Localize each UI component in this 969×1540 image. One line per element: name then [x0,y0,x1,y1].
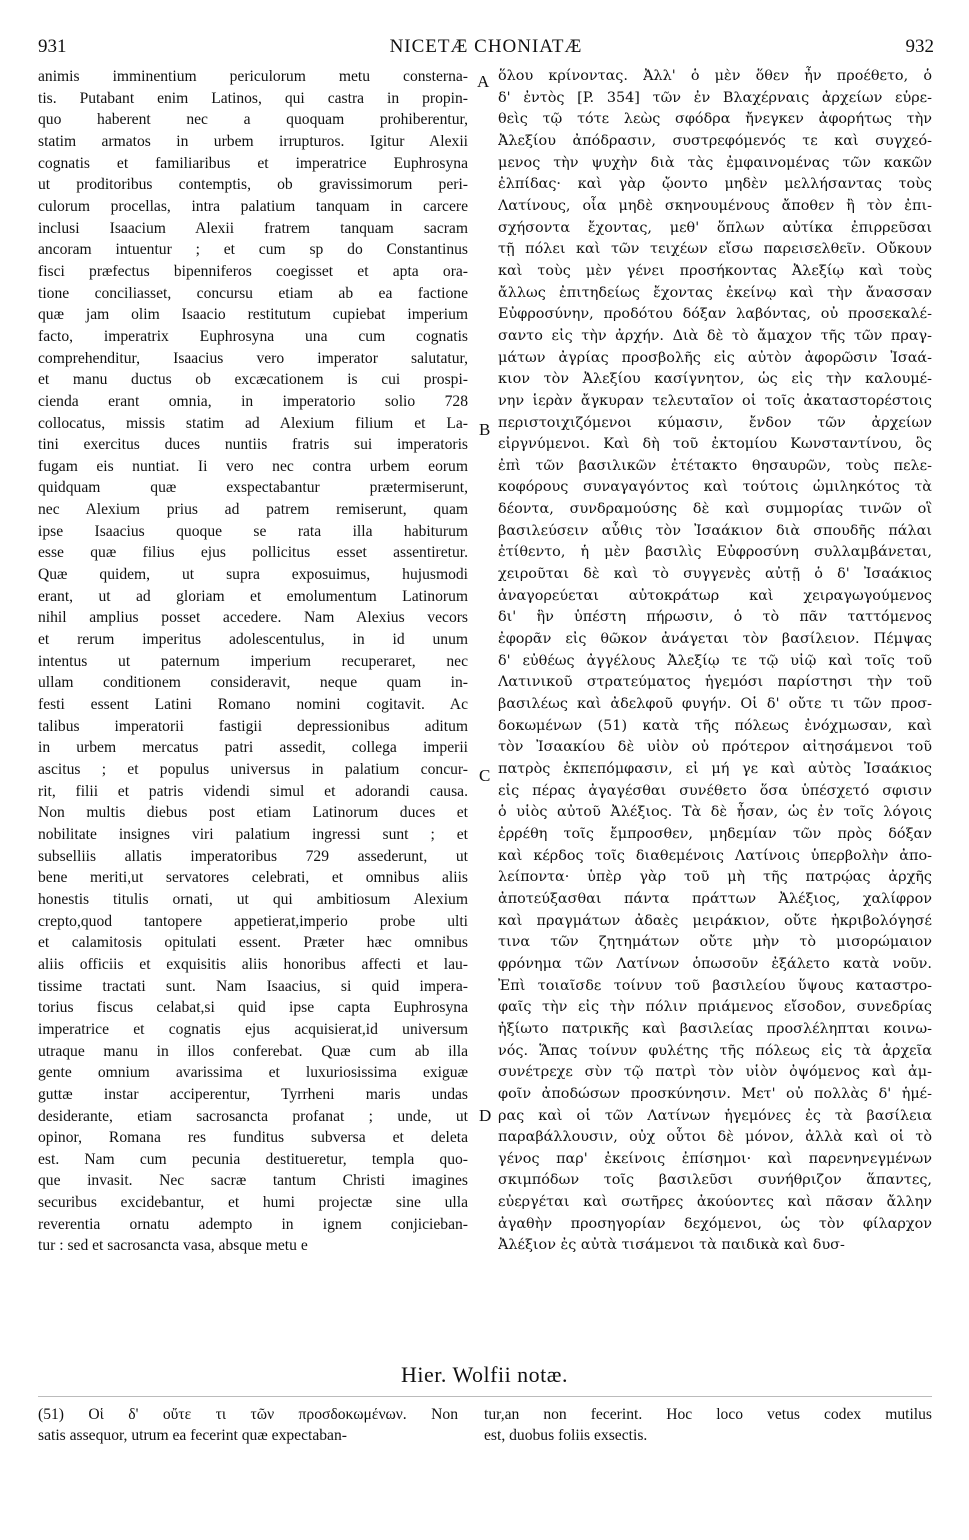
latin-text-line: quæ jam olim Isaacio restitutum cupiebat imperium [38,306,468,324]
page-number-left: 931 [38,36,67,57]
latin-text-line: desiderante, etiam sacrosancta profanat ; unde, ut [38,1107,468,1125]
latin-text-line: erant, ut ad gloriam et emolumentum Latinorum [38,587,468,605]
latin-text-line: tione conciliasset, concursu etiam ab ea factione [38,284,468,302]
greek-text-line: νην ἱερὰν ἄγκυραν τελευταῖον οἱ τοῖς ἀκαταστορέστοις [498,392,932,409]
greek-text-line: φρόνημα τῶν Λατίνων ὁπωσοῦν ἐξάλετο κατὰ νοῦν. [498,955,932,972]
greek-text-line: δ' ἐντὸς [P. 354] τῶν ἐν Βλαχέρναις ἀρχείων εὑρε- [498,89,932,106]
greek-text-line: καὶ πραγμάτων ἀδαὲς μειράκιον, οὔτε ἠκριβολόγησέ [498,912,932,929]
greek-text-line: φοῖν ἀποδώσων προσκύνησιν. Μετ' οὐ πολλὰς δ' ἡμέ- [498,1085,932,1102]
latin-text-line: festi essent Latini Romano nomini cogitavit. Ac [38,696,468,714]
latin-text-line: in urbem mercatus patri assedit, collega imperii [38,739,468,757]
latin-text-line: cognatis et familiaribus et imperatrice Euphrosyna [38,154,468,172]
greek-text-line: ἄλλως ἐπιτηδείως ἔχοντας ἐκείνῳ καὶ τὴν ἄνασσαν [498,284,932,301]
greek-column [498,66,932,1257]
latin-text-line: et calamitosis opitulati essent. Præter hæc omnibus [38,934,468,952]
greek-text-line: σχήσοντα ἔχοντας, μεθ' ὅπλων αὐτίκα ἐπιρρεῦσαι [498,219,932,236]
margin-marker-c: C [479,766,491,785]
greek-text-line: Ἀλεξίου ἀπόδρασιν, συστρεφόμενός τε καὶ συγχεό- [498,132,932,149]
greek-text-line: τινα τῶν ζητημάτων οὔτε μὴν τὸ μισορώμαιον [498,934,932,951]
running-title: NICETÆ CHONIATÆ [389,36,583,57]
greek-text-line: τῇ πόλει καὶ τῶν τειχέων εἴσω παρεισελθεῖν. Οὔκουν [498,241,932,258]
latin-text-line: bene meriti,ut servatores celebrati, et omnibus aliis [38,869,468,887]
latin-text-line: torius fiscus celabat,si quid ipse capta Euphrosyna [38,999,468,1017]
greek-text-line: Ἀλέξιον ἐς αὐτὰ τισάμενοι τὰ παιδικὰ καὶ δυσ- [498,1237,845,1254]
greek-text-line: εἰργνύμενοι. Καὶ δὴ τοῦ ἐκτομίου Κωνσταντίνου, ὃς [498,436,932,453]
greek-text-line: καὶ τοὺς μὲν γένει προσήκοντας Ἀλεξίῳ καὶ τοὺς [498,262,932,279]
greek-text-line: πατρὸς ἐκπεπόμφασιν, εἰ μή γε καὶ αὐτὸς Ἰσαάκιος [498,761,932,777]
latin-text-line: utraque manu in illos conferebat. Quæ cum ab illa [38,1042,468,1060]
latin-text-line: rit, filii et patris videndi simul et adorandi causa. [38,782,468,800]
greek-text-line: παραβάλλουσιν, οὐχ οὗτοι δὲ μόνον, ἀλλὰ καὶ οἱ τὸ [498,1129,932,1146]
greek-text-line: μενος τὴν ψυχὴν διὰ τὰς ἐμφαινομένας τῶν κακῶν [498,154,932,171]
latin-text-line: tis. Putabant enim Latinos, qui castra in propin- [38,89,468,107]
latin-text-line: animis imminentium periculorum metu consterna- [38,68,468,85]
greek-text-line: σκιμπόδων τοῖς βασιλεῦσι συνήθριζον ἅπαντες, [498,1172,932,1189]
notes-left-column [38,1404,458,1446]
latin-text-line: comprehenditur, Isaacius vero imperator salutatur, [38,349,468,367]
greek-text-line: ὁ υἱὸς αὐτοῦ Ἀλέξιος. Τὰ δὲ ἦσαν, ὡς ἐν τοῖς λόγοις [498,804,932,821]
greek-text-line: χειροῦται δὲ καὶ τὸ συγγενὲς αὐτῇ ὁ δ' Ἰσαάκιος [498,566,932,583]
latin-text-line: crepto,quod tantopere appetierat,imperio probe ulti [38,912,468,930]
greek-text-line: κιον τὸν Ἀλεξίου κασίγνητον, ὡς εἰς τὴν καλουμέ- [498,371,932,388]
greek-text-line: δοκωμένων (51) κατὰ τῆς πόλεως ἐνόχμωσαν, καὶ [498,717,932,734]
margin-marker-d: D [479,1106,492,1125]
latin-text-line: esse quæ filius ejus pollicitus esset assentiretur. [38,544,468,562]
latin-text-line: intentus ut paternum imperium recuperaret, nec [38,652,468,670]
greek-text-line: εἰς πέρας ἀγαγέσθαι συνέθετο ὅσα ὑπέσχετό σφισιν [498,782,932,799]
greek-text-line: φαῖς τὴν εἰς τὴν πόλιν πριάμενος εἴσοδον, συνεδρίας [498,999,932,1016]
latin-text-line: quidquam quæ exspectabantur prætermiserunt, [38,479,468,497]
margin-marker-b: B [479,420,491,439]
latin-text-line: ullam conditionem consideravit, neque quam in- [38,674,468,692]
latin-text-line: et manu ductus ob excæcationem is cui prospi- [38,371,468,389]
latin-text-line: talibus imperatorii fastigii depressionibus aditum [38,717,468,735]
latin-text-line: securibus excidebantur, et humi projectæ sine ulla [38,1194,468,1212]
greek-text-line: νός. Ἅπας τοίνυν φυλέτης τῆς πόλεως εἰς τὰ ἀρχεῖα [498,1042,932,1059]
latin-text-line: nec Alexium prius ad patrem remiserunt, quam [38,501,468,519]
latin-text-line: Non multis diebus post etiam Latinorum duces et [38,804,468,822]
greek-text-line: Λατινικοῦ στρατεύματος ἡγεμόσι παρίστησι τὴν τοῦ [498,674,932,691]
latin-text-line: honestis titulis ornati, ut qui ambitiosum Alexium [38,890,468,908]
latin-text-line: collocatus, missis statim ad Alexium filium et La- [38,414,468,432]
latin-text-line: gente omnium avarissima et luxuriosissima exiguæ [38,1064,468,1082]
greek-text-line: ἐπὶ τῶν βασιλικῶν ἐτέτακτο θησαυρῶν, τοὺς πελε- [498,457,932,474]
latin-text-line: aliis officiis et exquisitis aliis honoribus affecti et lau- [38,955,468,973]
latin-text-line: que invasit. Nec sacræ tantum Christi imagines [38,1172,468,1190]
greek-text-line: θεὶς τῷ τότε λεὼς σφόδρα ἤνεγκεν ἀφορήτως τὴν [498,111,932,128]
greek-text-line: κοφόρους συναγαγόντος καὶ τούτοις ὡμιληκότος τὰ [498,479,932,496]
latin-text-line: nobilitate insignes viri palatium ingressi sunt ; et [38,825,468,843]
running-header [38,36,934,62]
latin-text-line: cienda erant omnia, in imperatorio solio 728 [38,392,468,410]
latin-text-line: et rerum imperitus adolescentulus, in id unum [38,631,468,649]
latin-text-line: est. Nam cum pecunia destitueretur, templa quo- [38,1150,468,1168]
greek-text-line: ἠξίωτο πατρικῆς καὶ βασιλείας προσλέληπται κοινω- [498,1020,932,1037]
latin-text-line: ascitus ; et populus universus in palatium concur- [38,761,468,778]
latin-text-line: ut proditoribus contemptis, ob gravissimorum peri- [38,176,468,194]
greek-text-line: ρας καὶ οἱ τῶν Λατίνων ἡγεμόνες ἐς τὰ βασίλεια [498,1107,932,1124]
greek-text-line: καὶ κέρδος τοῖς διαθεμένοις Λατίνοις ὑπερβολὴν ἀπο- [498,847,932,864]
latin-text-line: quo haberent nec a quoquam prohiberentur, [38,111,468,129]
latin-text-line: ipse Isaacius quoque se rata illa habiturum [38,522,468,540]
latin-column [38,66,468,1257]
greek-text-line: ἀναγορεύεται αὐτοκράτωρ καὶ χειραγωγούμενος [498,587,932,604]
latin-text-line: statim armatos in urbem irrupturos. Igitur Alexii [38,132,468,150]
greek-text-line: δέοντα, συνδραμούσης δὲ καὶ συμμορίας τινῶν οἳ [498,501,932,518]
latin-text-line: facto, imperatrix Euphrosyna una cum cognatis [38,327,468,345]
greek-text-line: ἐτίθεντο, ἡ μὲν βασιλὶς Εὐφροσύνη συλλαμβάνεται, [498,544,932,561]
latin-text-line: fisci præfectus bipenniferos coegisset et apta ora- [38,262,468,280]
latin-text-line: inclusi Isaacium Alexii fratrem tanquam sacram [38,219,468,237]
note-text-line: (51) Οἱ δ' οὔτε τι τῶν προσδοκωμένων. Non [38,1406,458,1423]
greek-text-line: τὸν Ἰσαακίου δὲ υἱὸν οὐ πρότερον αἰτησάμενοι τοῦ [498,739,932,756]
latin-text-line: tini exercitus duces nuntiis fratris sui imperatoris [38,436,468,454]
greek-text-line: δι' ἣν ὑπέστη πήρωσιν, ὁ τὸ πᾶν ταττόμενος [498,609,932,626]
latin-text-line: reverentia ornatu adempto in ignem conjicieban- [38,1215,468,1233]
greek-text-line: ἐλπίδας· καὶ γὰρ ᾤοντο μηδὲν μελλήσαντας τοὺς [498,176,932,193]
greek-text-line: δ' εὐθέως ἀγγέλους Ἀλεξίῳ τε τῷ υἱῷ καὶ τοῖς τοῦ [498,652,932,669]
greek-text-line: συνέτρεχε σὺν τῷ πατρὶ τὸν υἱὸν ὀψόμενος καὶ ἀμ- [498,1064,932,1081]
note-text-line: tur,an non fecerint. Hoc loco vetus codex mutilus [484,1406,932,1423]
greek-text-line: γένος παρ' ἐκείνοις ἐπίσημοι· καὶ παρενηνεγμένων [498,1150,932,1167]
greek-text-line: περιστοιχιζόμενοι κύμασιν, ἔνδον τῶν ἀρχείων [498,414,932,431]
greek-text-line: σαντο εἰς τὴν ἀρχήν. Διὰ δὲ τὸ ἄμαχον τῆς τῶν πραγ- [498,327,932,344]
greek-text-line: ἐρρέθη τοῖς ἔμπροσθεν, μηδεμίαν τῶν πρὸς δόξαν [498,825,932,842]
note-text-line: est, duobus foliis exsectis. [484,1427,648,1444]
latin-text-line: imperatrice et cognatis ejus acquisierat,id universum [38,1020,468,1038]
notes-heading: Hier. Wolfii notæ. [401,1362,568,1387]
latin-text-line: fugam eis nuntiat. Ii vero nec contra urbem eorum [38,457,468,475]
latin-text-line: culorum procellas, intra palatium tanquam in carcere [38,197,468,215]
greek-text-line: ἀγαθὴν προσηγορίαν δεχόμενοι, ὡς τὸν φίλαρχον [498,1215,932,1232]
greek-text-line: ἐφορᾶν εἰς θῶκον ἀνάγεται τὸν βασίλειον. Πέμψας [498,631,932,648]
greek-text-line: βασιλέως καὶ ἀδελφοῦ φυγήν. Οἱ δ' οὔτε τι τῶν προσ- [498,696,932,713]
latin-text-line: ancoram intuentur ; et cum sp do Constantinus [38,241,468,259]
greek-text-line: Εὐφροσύνην, προδότου δόξαν λαβόντας, οὐ προσεκαλέ- [498,306,932,323]
latin-text-line: tissime tractati sunt. Nam Isaacius, si quid impera- [38,977,468,995]
latin-text-line: nihil amplius posset accedere. Nam Alexius vecors [38,609,468,627]
greek-text-line: ὅλου κρίνοντας. Ἀλλ' ὁ μὲν ὅθεν ἦν προέθετο, ὁ [498,68,932,84]
page-number-right: 932 [905,36,934,57]
latin-text-line: guttæ instar acciperentur, Tyrrheni maris undas [38,1085,468,1103]
greek-text-line: βασιλεύσειν αὖθις τὸν Ἰσαάκιον διὰ σπουδῆς πάλαι [498,522,932,539]
latin-text-line: Quæ quidem, ut supra exposuimus, hujusmodi [38,566,468,584]
greek-text-line: Λατίνους, οἷα μηδὲ σκηνουμένους ἄποθεν ἢ τὸν ἐπι- [498,197,932,214]
greek-text-line: λείποντα· ὑπὲρ γὰρ τοῦ μὴ τῆς πατρῴας ἀρχῆς [498,869,932,886]
latin-text-line: opinor, Romana res funditus subversa et deleta [38,1129,468,1147]
latin-text-line: subselliis allatis imperatoribus 729 assederunt, ut [38,847,468,865]
greek-text-line: Ἐπὶ τοιαῖσδε τοίνυν τοῦ βασιλείου ὕψους καταστρο- [498,977,932,994]
latin-text-line: tur : sed et sacrosancta vasa, absque metu e [38,1237,308,1255]
greek-text-line: μάτων ἀγρίας προσβολῆς εἰς αὐτὸν ἀφορῶσιν Ἰσαά- [498,349,932,366]
greek-text-line: εὐεργέται καὶ σωτῆρες ἀκούοντες καὶ πᾶσαν ἄλλην [498,1194,932,1211]
margin-marker-a: A [477,72,490,91]
note-text-line: satis assequor, utrum ea fecerint quæ expectaban- [38,1427,347,1444]
notes-divider [38,1396,932,1397]
notes-right-column [484,1404,932,1446]
greek-text-line: ἀποτεύξασθαι πάντα πράττων Ἀλέξιος, χαλίφρον [498,890,932,907]
